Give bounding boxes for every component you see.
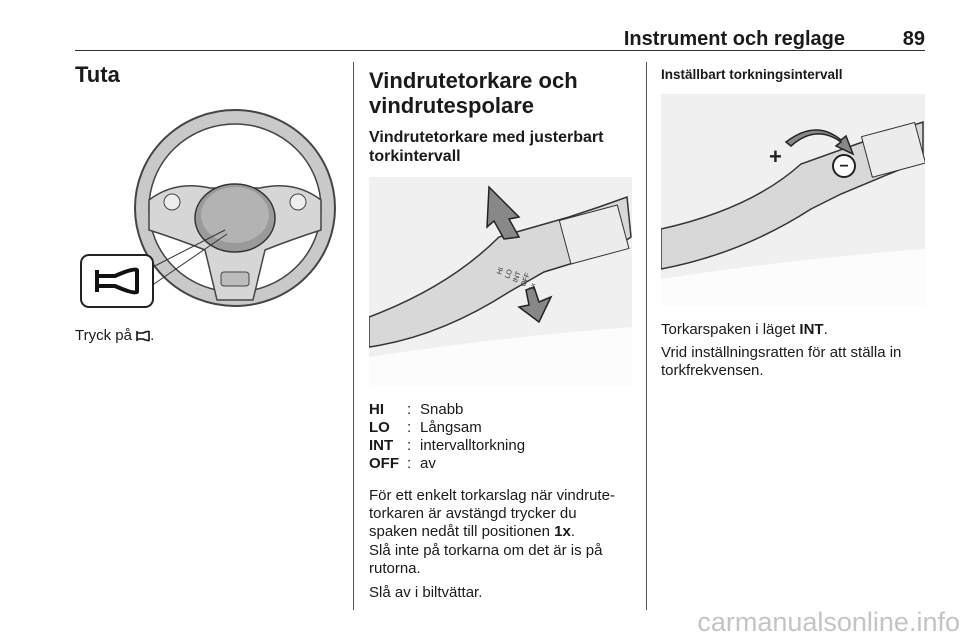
wiper-lever-figure: [369, 177, 632, 386]
horn-instruction: Tryck på .: [75, 327, 340, 347]
interval-lever-illustration: [661, 94, 925, 306]
page-number: 89: [902, 28, 925, 50]
speed-definitions: [369, 401, 634, 473]
figure-label-lo: LO: [504, 268, 515, 280]
wiper-lever-illustration: [369, 177, 632, 386]
minus-label: −: [839, 158, 849, 175]
definition-row: INT : intervalltorkning: [369, 437, 526, 454]
wiper-subheading: Vindrutetorkare med justerbart torkintervall: [369, 129, 604, 165]
column-divider-1: [353, 62, 354, 610]
definition-row: OFF : av: [369, 455, 436, 472]
steering-wheel-figure: [75, 100, 340, 315]
interval-figure: [661, 94, 925, 306]
arrow-up-icon: [487, 187, 519, 239]
steering-wheel-illustration: [75, 100, 340, 315]
column-divider-2: [646, 62, 647, 610]
section-title: Instrument och reglage: [623, 28, 845, 50]
figure-label-1x: 1x: [528, 282, 538, 292]
figure-label-hi: HI: [496, 266, 506, 276]
int-position-paragraph: Torkarspaken i läget INT.: [661, 321, 828, 338]
left-column: [75, 62, 340, 87]
figure-label-off: OFF: [520, 272, 532, 288]
single-wipe-paragraph: För ett enkelt torkarslag när vindrute- torkaren är avstängd trycker du spaken nedåt till positionen 1x.: [369, 487, 615, 540]
arrow-down-icon: [519, 287, 551, 322]
carwash-paragraph: Slå av i biltvättar.: [369, 584, 483, 601]
watermark: carmanualsonline.info: [697, 607, 960, 637]
definition-row: HI : Snabb: [369, 401, 464, 418]
definition-row: LO : Långsam: [369, 419, 482, 436]
header-divider: [75, 50, 925, 51]
figure-label-int: INT: [512, 270, 523, 284]
ice-warning-paragraph: Slå inte på torkarna om det är is på rutorna.: [369, 542, 603, 577]
plus-label: +: [769, 144, 782, 169]
wiper-heading: Vindrutetorkare och vindrutespolare: [369, 68, 578, 118]
page-header: [75, 24, 925, 50]
horn-heading: Tuta: [75, 62, 120, 87]
horn-icon: [136, 329, 150, 347]
interval-heading: Inställbart torkningsintervall: [661, 67, 843, 82]
adjust-frequency-paragraph: Vrid inställningsratten för att ställa in torkfrekvensen.: [661, 344, 902, 379]
middle-column: [369, 68, 634, 166]
